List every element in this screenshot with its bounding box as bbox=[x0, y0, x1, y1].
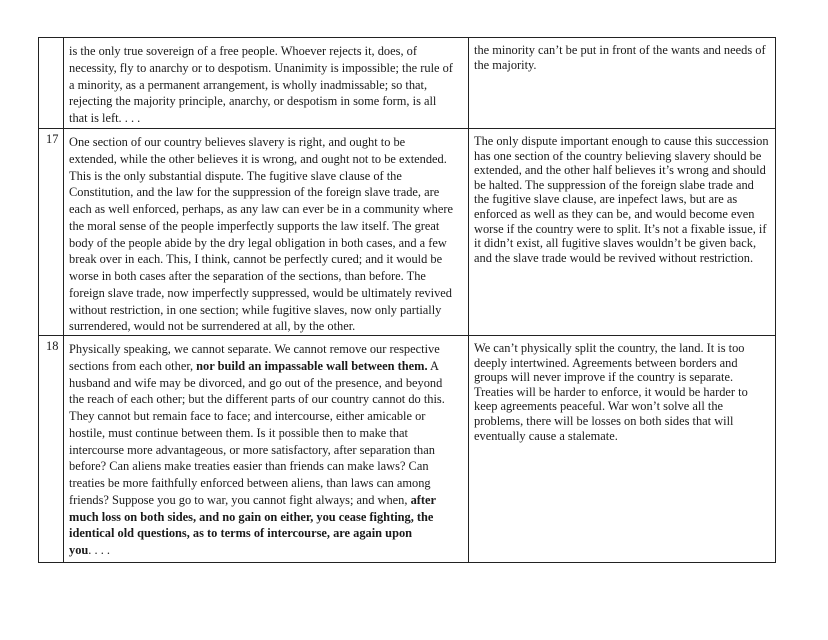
row-number-cell bbox=[39, 336, 64, 563]
text-line bbox=[69, 542, 464, 559]
text-line: problems, there will be losses on both sides that will bbox=[474, 413, 734, 428]
text-run: sections from each other, bbox=[69, 358, 197, 373]
text-line bbox=[69, 492, 464, 509]
text-line: We can’t physically split the country, the land. It is too bbox=[474, 341, 745, 355]
text-run: necessity, fly to anarchy or to despotism. Unanimity is impossible; the rule of bbox=[69, 60, 453, 75]
text-line bbox=[69, 77, 464, 94]
text-run: worse in both cases after the separation of the sections, than before. The bbox=[69, 269, 426, 283]
text-run: body of the people abide by the dry legal obligation in both cases, and a few bbox=[69, 235, 447, 250]
text-line bbox=[69, 201, 464, 218]
text-line: and the slave trade would be revived without restriction. bbox=[474, 250, 754, 265]
text-run: hostile, must continue between them. Is it possible then to make that bbox=[69, 425, 408, 440]
original-text-cell bbox=[64, 129, 469, 336]
row-number bbox=[39, 38, 63, 40]
text-line bbox=[69, 285, 464, 302]
text-line bbox=[69, 302, 464, 319]
text-run: One section of our country believes slavery is right, and ought to be bbox=[69, 135, 406, 149]
text-run: They cannot but remain face to face; and intercourse, either amicable or bbox=[69, 409, 426, 423]
text-line bbox=[69, 525, 464, 542]
text-run: A bbox=[427, 358, 439, 373]
original-text-cell bbox=[64, 38, 469, 129]
text-line bbox=[69, 218, 464, 235]
paraphrase-cell bbox=[469, 38, 776, 129]
text-line bbox=[69, 375, 464, 392]
text-line: it didn’t exist, all fugitive slaves wouldn’t be given back, bbox=[474, 236, 757, 251]
text-line bbox=[69, 458, 464, 475]
text-line: groups will never improve if the country is separate. bbox=[474, 370, 734, 385]
paraphrase-cell bbox=[469, 336, 776, 563]
original-text bbox=[64, 336, 468, 559]
text-run: before? Can aliens make treaties easier than friends can make laws? Can bbox=[69, 459, 429, 474]
text-line bbox=[69, 235, 464, 252]
paraphrase-text bbox=[469, 38, 775, 72]
text-line: the minority can’t be put in front of the wants and needs of bbox=[474, 43, 766, 57]
original-text-cell bbox=[64, 336, 469, 563]
text-line bbox=[69, 110, 464, 127]
text-run: rejecting the majority principle, anarchy, or despotism in some form, is all bbox=[69, 94, 437, 109]
text-line bbox=[69, 268, 464, 285]
text-line bbox=[69, 184, 464, 201]
text-run: Constitution, and the law for the suppression of the foreign slave trade, are bbox=[69, 185, 440, 200]
row-number-cell bbox=[39, 38, 64, 129]
text-line bbox=[69, 475, 464, 492]
text-run: treaties be more faithfully enforced between aliens, than laws can among bbox=[69, 476, 431, 490]
text-run: is the only true sovereign of a free people. Whoever rejects it, does, of bbox=[69, 44, 417, 58]
text-line bbox=[69, 408, 464, 425]
text-line bbox=[69, 43, 464, 60]
text-run: . . . . bbox=[88, 543, 110, 557]
text-line: the fugitive slave clause, are inpefect laws, but are as bbox=[474, 192, 738, 207]
text-line bbox=[69, 509, 464, 526]
text-line: be halted. The suppression of the foreign slabe trade and bbox=[474, 177, 754, 192]
text-line bbox=[69, 168, 464, 185]
row-number: 17 bbox=[46, 132, 59, 146]
paraphrase-text bbox=[469, 129, 775, 265]
row-number-cell bbox=[39, 129, 64, 336]
table-row bbox=[39, 38, 776, 129]
text-line: worse if the country were to split. It’s not a fixable issue, if bbox=[474, 221, 767, 236]
table-row bbox=[39, 129, 776, 336]
text-line: The only dispute important enough to cause this succession bbox=[474, 134, 769, 148]
text-line: deeply intertwined. Agreements between borders and bbox=[474, 355, 738, 370]
text-run: husband and wife may be divorced, and go out of the presence, and beyond bbox=[69, 375, 443, 390]
text-line: enforced as well as they can be, and would become even bbox=[474, 206, 755, 221]
bold-run: after bbox=[410, 492, 437, 507]
text-run: a minority, as a permanent arrangement, is wholly inadmissable; so that, bbox=[69, 77, 428, 92]
text-line bbox=[69, 442, 464, 459]
original-text bbox=[64, 129, 468, 335]
text-run: break over in each. This, I think, cannot be perfectly cured; and it would be bbox=[69, 252, 443, 267]
text-line bbox=[69, 134, 464, 151]
text-run: friends? Suppose you go to war, you cannot fight always; and when, bbox=[69, 492, 411, 507]
text-run: the moral sense of the people imperfectly supports the law itself. The great bbox=[69, 218, 440, 233]
text-run: surrendered, would not be surrendered at all, by the other. bbox=[69, 319, 356, 334]
text-line bbox=[69, 391, 464, 408]
row-number: 18 bbox=[46, 339, 59, 353]
text-line: has one section of the country believing slavery should be bbox=[474, 148, 762, 163]
text-run: Physically speaking, we cannot separate. We cannot remove our respective bbox=[69, 342, 440, 356]
text-line bbox=[69, 318, 464, 335]
text-run: extended, while the other believes it is wrong, and ought not to be extended. bbox=[69, 151, 447, 166]
paraphrase-cell bbox=[469, 129, 776, 336]
text-line bbox=[69, 251, 464, 268]
original-text bbox=[64, 38, 468, 127]
text-line: Treaties will be harder to enforce, it would be harder to bbox=[474, 384, 748, 399]
text-line: extended, and the other half believes it’s wrong and should bbox=[474, 163, 766, 178]
text-run: without restriction, in one section; while fugitive slaves, now only partially bbox=[69, 302, 442, 317]
text-run: the reach of each other; but the different parts of our country cannot do this. bbox=[69, 392, 445, 407]
text-run: that is left. . . . bbox=[69, 111, 141, 125]
bold-run: identical old questions, as to terms of intercourse, are again upon bbox=[69, 526, 413, 541]
text-run: intercourse more advantageous, or more satisfactory, after separation than bbox=[69, 442, 435, 457]
text-line bbox=[69, 151, 464, 168]
paraphrase-text bbox=[469, 336, 775, 443]
text-line bbox=[69, 341, 464, 358]
text-line: the majority. bbox=[474, 57, 537, 72]
text-line bbox=[69, 358, 464, 375]
bold-run: nor build an impassable wall between them. bbox=[196, 358, 428, 373]
text-run: each as well enforced, perhaps, as any law can ever be in a community where bbox=[69, 202, 453, 216]
table-row bbox=[39, 336, 776, 563]
text-line: eventually cause a stalemate. bbox=[474, 428, 618, 443]
bold-run: much loss on both sides, and no gain on either, you cease fighting, the bbox=[69, 509, 434, 524]
text-run: This is the only substantial dispute. The fugitive slave clause of the bbox=[69, 168, 402, 183]
comparison-table bbox=[38, 37, 776, 563]
text-line bbox=[69, 93, 464, 110]
text-line bbox=[69, 60, 464, 77]
text-run: foreign slave trade, now imperfectly suppressed, would be ultimately revived bbox=[69, 285, 452, 300]
text-line: keep agreements peaceful. War won’t solve all the bbox=[474, 399, 724, 414]
bold-run: you bbox=[69, 543, 89, 557]
text-line bbox=[69, 425, 464, 442]
